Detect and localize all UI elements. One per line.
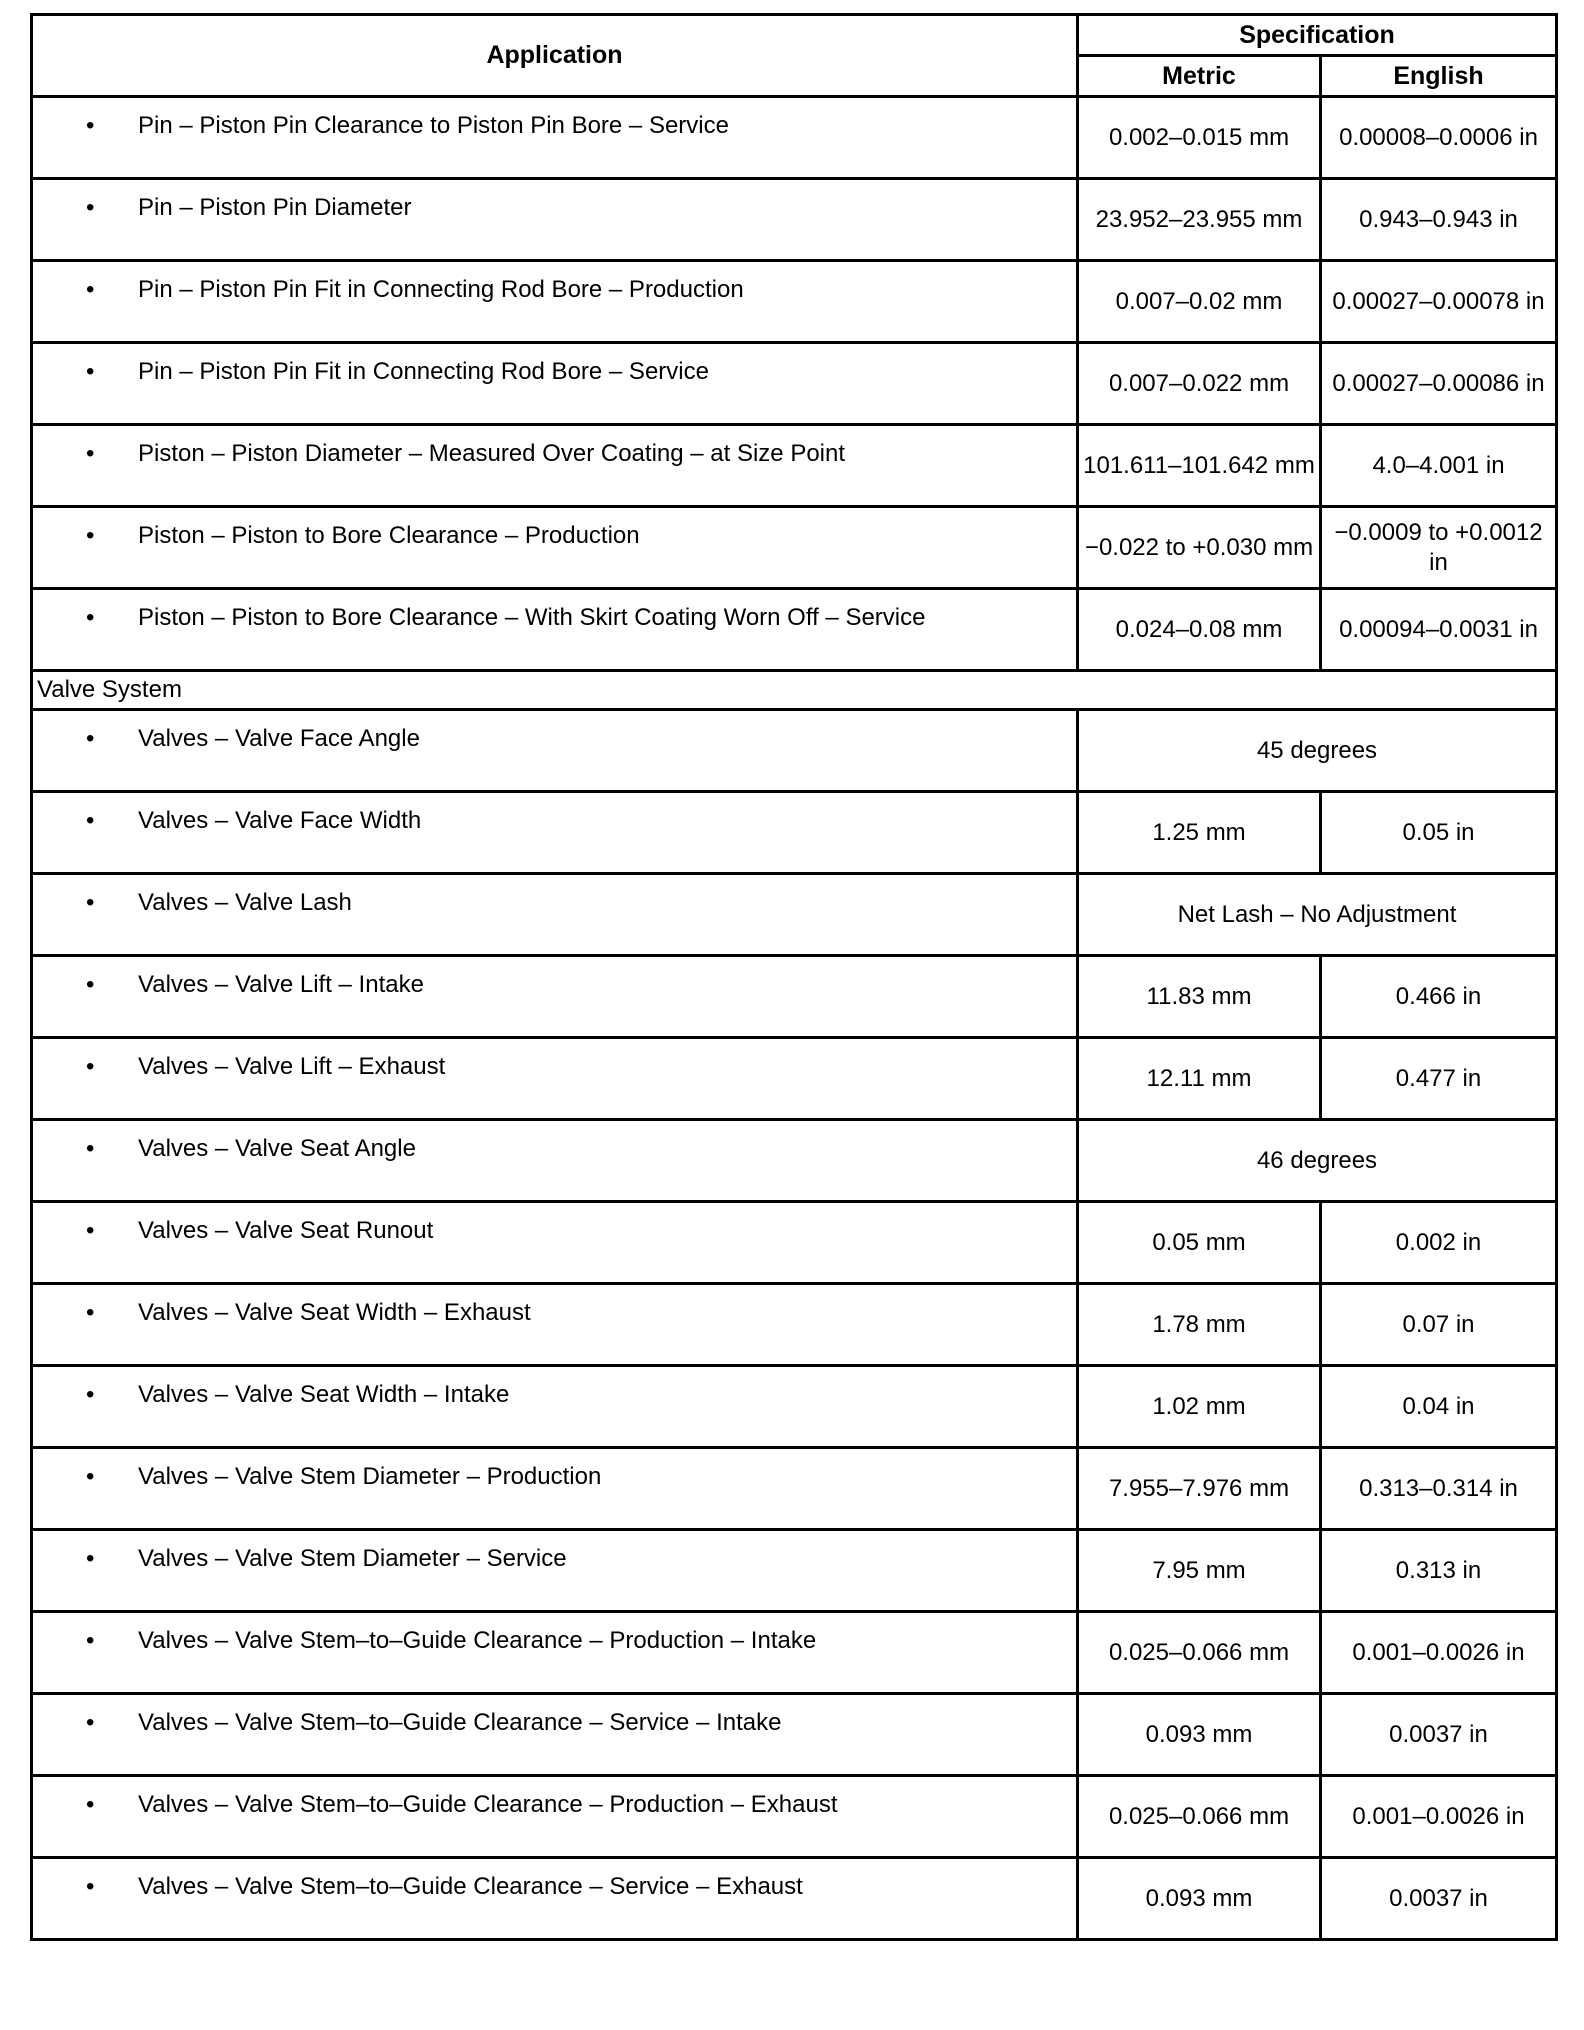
table-row bbox=[32, 1776, 1557, 1858]
row-label: Valves – Valve Stem–to–Guide Clearance – Service – Intake bbox=[138, 1709, 782, 1736]
metric-value: 0.007–0.02 mm bbox=[1078, 261, 1321, 343]
combined-value: 46 degrees bbox=[1078, 1120, 1557, 1202]
metric-value: 1.78 mm bbox=[1078, 1284, 1321, 1366]
table-row bbox=[32, 97, 1557, 179]
table-row bbox=[32, 956, 1557, 1038]
metric-value: 12.11 mm bbox=[1078, 1038, 1321, 1120]
row-label: Valves – Valve Stem Diameter – Production bbox=[138, 1463, 602, 1490]
table-row bbox=[32, 1612, 1557, 1694]
metric-value: 0.007–0.022 mm bbox=[1078, 343, 1321, 425]
english-value: 0.00094–0.0031 in bbox=[1321, 589, 1557, 671]
row-label: Valves – Valve Lift – Exhaust bbox=[138, 1053, 446, 1080]
bullet-icon: • bbox=[86, 194, 95, 221]
row-label: Valves – Valve Seat Width – Intake bbox=[138, 1381, 510, 1408]
row-label: Piston – Piston Diameter – Measured Over Coating – at Size Point bbox=[138, 440, 846, 467]
row-label: Valves – Valve Stem–to–Guide Clearance – Production – Intake bbox=[138, 1627, 817, 1654]
bullet-icon: • bbox=[86, 1299, 95, 1326]
metric-value: 7.95 mm bbox=[1078, 1530, 1321, 1612]
english-value: 0.0037 in bbox=[1321, 1858, 1557, 1940]
english-value: 0.07 in bbox=[1321, 1284, 1557, 1366]
combined-value: Net Lash – No Adjustment bbox=[1078, 874, 1557, 956]
bullet-icon: • bbox=[86, 807, 95, 834]
row-label: Valves – Valve Lift – Intake bbox=[138, 971, 424, 998]
table-row bbox=[32, 1448, 1557, 1530]
bullet-icon: • bbox=[86, 1463, 95, 1490]
table-row bbox=[32, 1530, 1557, 1612]
row-label: Pin – Piston Pin Clearance to Piston Pin Bore – Service bbox=[138, 112, 729, 139]
table-row bbox=[32, 1038, 1557, 1120]
row-label: Pin – Piston Pin Diameter bbox=[138, 194, 412, 221]
english-value: 0.466 in bbox=[1321, 956, 1557, 1038]
header-english: English bbox=[1321, 56, 1557, 97]
bullet-icon: • bbox=[86, 112, 95, 139]
metric-value: 1.02 mm bbox=[1078, 1366, 1321, 1448]
section-row bbox=[32, 671, 1557, 710]
metric-value: 0.05 mm bbox=[1078, 1202, 1321, 1284]
bullet-icon: • bbox=[86, 1709, 95, 1736]
row-label: Valves – Valve Stem–to–Guide Clearance – Production – Exhaust bbox=[138, 1791, 838, 1818]
table-row bbox=[32, 425, 1557, 507]
metric-value: 23.952–23.955 mm bbox=[1078, 179, 1321, 261]
table-row bbox=[32, 1202, 1557, 1284]
bullet-icon: • bbox=[86, 971, 95, 998]
english-value: 0.943–0.943 in bbox=[1321, 179, 1557, 261]
bullet-icon: • bbox=[86, 1627, 95, 1654]
row-label: Valves – Valve Face Width bbox=[138, 807, 422, 834]
row-label: Piston – Piston to Bore Clearance – Production bbox=[138, 522, 640, 549]
english-value: 0.001–0.0026 in bbox=[1321, 1776, 1557, 1858]
row-label: Valves – Valve Stem Diameter – Service bbox=[138, 1545, 567, 1572]
english-value: 0.313–0.314 in bbox=[1321, 1448, 1557, 1530]
row-label: Valves – Valve Seat Width – Exhaust bbox=[138, 1299, 531, 1326]
english-value: 0.313 in bbox=[1321, 1530, 1557, 1612]
english-value: 0.002 in bbox=[1321, 1202, 1557, 1284]
metric-value: 0.093 mm bbox=[1078, 1858, 1321, 1940]
table-row bbox=[32, 874, 1557, 956]
metric-value: 0.093 mm bbox=[1078, 1694, 1321, 1776]
table-row bbox=[32, 1366, 1557, 1448]
english-value: 0.00008–0.0006 in bbox=[1321, 97, 1557, 179]
metric-value: 7.955–7.976 mm bbox=[1078, 1448, 1321, 1530]
metric-value: 1.25 mm bbox=[1078, 792, 1321, 874]
bullet-icon: • bbox=[86, 1053, 95, 1080]
header-application: Application bbox=[32, 15, 1078, 97]
bullet-icon: • bbox=[86, 1217, 95, 1244]
table-row bbox=[32, 589, 1557, 671]
metric-value: 11.83 mm bbox=[1078, 956, 1321, 1038]
table-row bbox=[32, 1120, 1557, 1202]
bullet-icon: • bbox=[86, 358, 95, 385]
bullet-icon: • bbox=[86, 1381, 95, 1408]
english-value: 0.00027–0.00078 in bbox=[1321, 261, 1557, 343]
specification-table bbox=[30, 13, 1558, 1941]
bullet-icon: • bbox=[86, 1135, 95, 1162]
metric-value: 101.611–101.642 mm bbox=[1078, 425, 1321, 507]
bullet-icon: • bbox=[86, 1791, 95, 1818]
header-metric: Metric bbox=[1078, 56, 1321, 97]
table-row bbox=[32, 179, 1557, 261]
table-row bbox=[32, 343, 1557, 425]
english-value: 0.0037 in bbox=[1321, 1694, 1557, 1776]
table-row bbox=[32, 710, 1557, 792]
row-label: Pin – Piston Pin Fit in Connecting Rod Bore – Service bbox=[138, 358, 709, 385]
bullet-icon: • bbox=[86, 276, 95, 303]
metric-value: 0.002–0.015 mm bbox=[1078, 97, 1321, 179]
english-value: 0.05 in bbox=[1321, 792, 1557, 874]
row-label: Valves – Valve Seat Angle bbox=[138, 1135, 416, 1162]
bullet-icon: • bbox=[86, 1873, 95, 1900]
metric-value: −0.022 to +0.030 mm bbox=[1078, 507, 1321, 589]
row-label: Valves – Valve Seat Runout bbox=[138, 1217, 434, 1244]
section-heading-valve-system: Valve System bbox=[32, 671, 1557, 710]
combined-value: 45 degrees bbox=[1078, 710, 1557, 792]
table-row bbox=[32, 1284, 1557, 1366]
metric-value: 0.025–0.066 mm bbox=[1078, 1612, 1321, 1694]
row-label: Valves – Valve Face Angle bbox=[138, 725, 420, 752]
english-value: 4.0–4.001 in bbox=[1321, 425, 1557, 507]
table-row bbox=[32, 1858, 1557, 1940]
bullet-icon: • bbox=[86, 725, 95, 752]
english-value: 0.00027–0.00086 in bbox=[1321, 343, 1557, 425]
table-row bbox=[32, 1694, 1557, 1776]
bullet-icon: • bbox=[86, 604, 95, 631]
metric-value: 0.024–0.08 mm bbox=[1078, 589, 1321, 671]
row-label: Valves – Valve Stem–to–Guide Clearance – Service – Exhaust bbox=[138, 1873, 803, 1900]
row-label: Pin – Piston Pin Fit in Connecting Rod Bore – Production bbox=[138, 276, 744, 303]
bullet-icon: • bbox=[86, 889, 95, 916]
metric-value: 0.025–0.066 mm bbox=[1078, 1776, 1321, 1858]
english-value: 0.001–0.0026 in bbox=[1321, 1612, 1557, 1694]
table-row bbox=[32, 507, 1557, 589]
english-value: 0.477 in bbox=[1321, 1038, 1557, 1120]
bullet-icon: • bbox=[86, 440, 95, 467]
row-label: Piston – Piston to Bore Clearance – With Skirt Coating Worn Off – Service bbox=[138, 604, 926, 631]
bullet-icon: • bbox=[86, 1545, 95, 1572]
header-specification: Specification bbox=[1078, 15, 1557, 56]
row-label: Valves – Valve Lash bbox=[138, 889, 352, 916]
table-row bbox=[32, 261, 1557, 343]
english-value: −0.0009 to +0.0012 in bbox=[1321, 507, 1557, 589]
table-row bbox=[32, 792, 1557, 874]
english-value: 0.04 in bbox=[1321, 1366, 1557, 1448]
bullet-icon: • bbox=[86, 522, 95, 549]
